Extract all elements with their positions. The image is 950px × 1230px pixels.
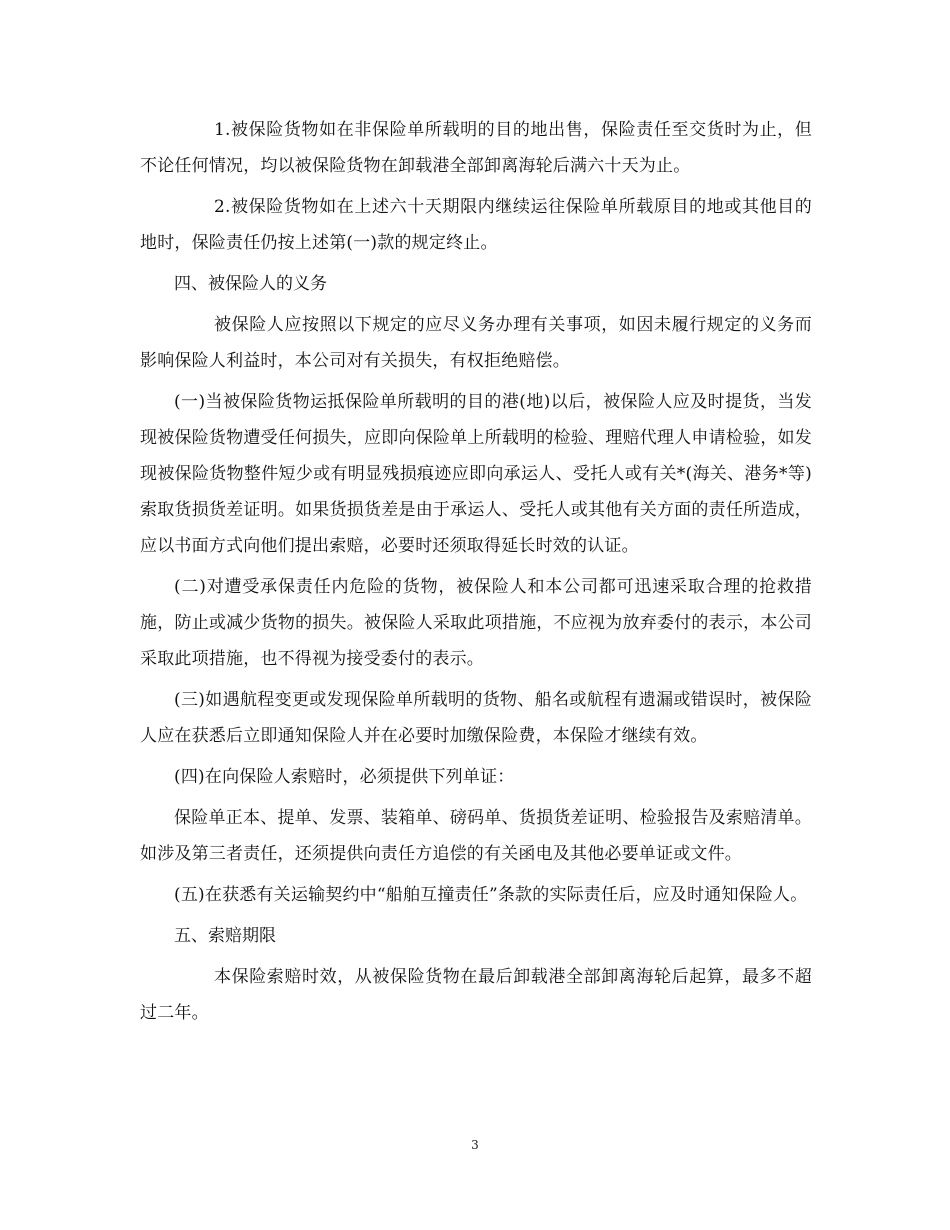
claim-period-paragraph: 本保险索赔时效，从被保险货物在最后卸载港全部卸离海轮后起算，最多不超过二年。 bbox=[140, 967, 812, 1023]
obligation-item-2: (二)对遭受承保责任内危险的货物，被保险人和本公司都可迅速采取合理的抢救措施，防止或减少货物的损失。被保险人采取此项措施，不应视为放弃委付的表示，本公司采取此项措施，也不得视为接受委付的表示。 bbox=[140, 577, 812, 669]
clause-2-paragraph: 2.被保险货物如在上述六十天期限内继续运往保险单所载原目的地或其他目的地时，保险责任仍按上述第(一)款的规定终止。 bbox=[140, 197, 812, 253]
obligation-item-5: (五)在获悉有关运输契约中“船舶互撞责任”条款的实际责任后，应及时通知保险人。 bbox=[174, 885, 808, 905]
required-documents-list: 保险单正本、提单、发票、装箱单、磅码单、货损货差证明、检验报告及索赔清单。如涉及第三者责任，还须提供向责任方追偿的有关函电及其他必要单证或文件。 bbox=[140, 808, 812, 864]
section-heading-obligations: 四、被保险人的义务 bbox=[174, 274, 327, 294]
obligation-item-1: (一)当被保险货物运抵保险单所载明的目的港(地)以后，被保险人应及时提货，当发现被保险货物遭受任何损失，应即向保险单上所载明的检验、理赔代理人申请检验，如发现被保险货物整件短少或有明显残损痕迹应即向承运人、受托人或有关*(海关、港务*等)索取货损货差证明。如果货损货差是由于承运人、受托人或其他有关方面的责任所造成，应以书面方式向他们提出索赔，必要时还须取得延长时效的认证。 bbox=[140, 392, 812, 556]
obligation-item-4: (四)在向保险人索赔时，必须提供下列单证： bbox=[174, 767, 515, 787]
page-number: 3 bbox=[471, 1138, 479, 1152]
clause-1-paragraph: 1.被保险货物如在非保险单所载明的目的地出售，保险责任至交货时为止，但不论任何情况，均以被保险货物在卸载港全部卸离海轮后满六十天为止。 bbox=[140, 120, 812, 176]
section-heading-claim-period: 五、索赔期限 bbox=[174, 926, 276, 946]
obligations-intro-paragraph: 被保险人应按照以下规定的应尽义务办理有关事项，如因未履行规定的义务而影响保险人利益时，本公司对有关损失，有权拒绝赔偿。 bbox=[140, 315, 812, 371]
obligation-item-3: (三)如遇航程变更或发现保险单所载明的货物、船名或航程有遗漏或错误时，被保险人应在获悉后立即通知保险人并在必要时加缴保险费，本保险才继续有效。 bbox=[140, 690, 812, 746]
document-body bbox=[140, 112, 812, 1031]
